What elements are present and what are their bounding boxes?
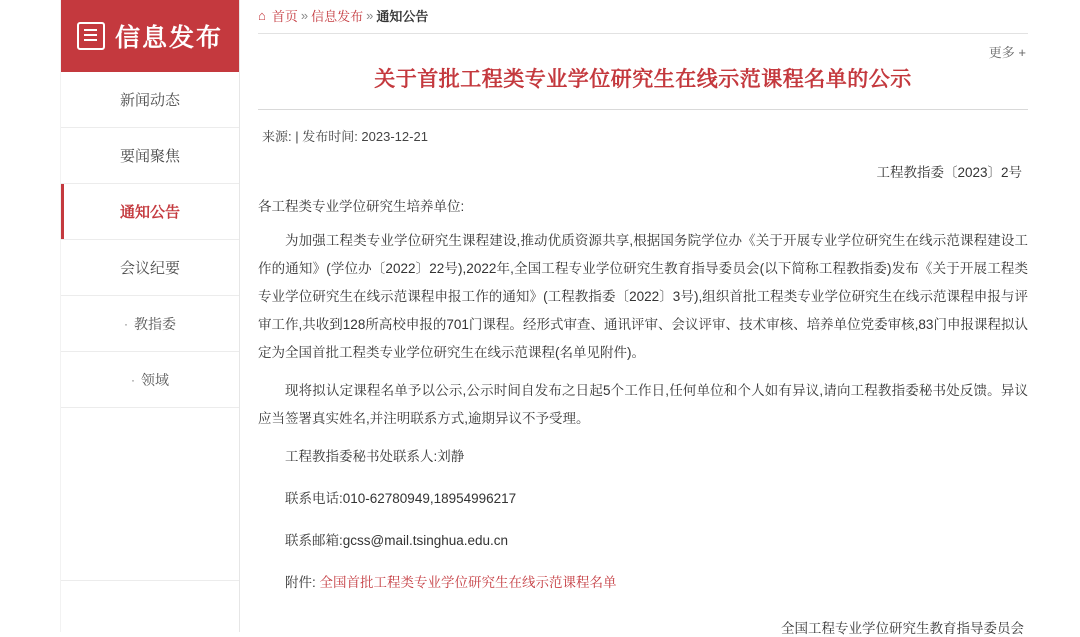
sidebar-item-label: 会议纪要 <box>119 260 180 277</box>
attachment-label: 附件: <box>285 575 316 590</box>
breadcrumb-current: 通知公告 <box>376 9 429 24</box>
sidebar-item-label: 教指委 <box>134 315 176 332</box>
list-document-icon <box>77 22 105 50</box>
sidebar-item-featured[interactable] <box>61 128 239 184</box>
breadcrumb-home-link[interactable]: 首页 <box>271 9 298 24</box>
more-link[interactable]: 更多 + <box>988 45 1026 60</box>
breadcrumb-separator: » <box>366 8 374 23</box>
sidebar-item-label: 领域 <box>141 371 169 388</box>
sidebar-item-announcements[interactable] <box>61 184 239 240</box>
contact-person: 工程教指委秘书处联系人:刘静 <box>285 449 465 464</box>
sidebar-brand-title: 信息发布 <box>114 24 223 52</box>
article-body <box>258 193 1028 597</box>
salutation: 各工程类专业学位研究生培养单位: <box>258 199 465 214</box>
sidebar-item-news[interactable] <box>61 72 239 128</box>
attachment-row <box>258 569 1028 597</box>
contact-phone: 联系电话:010-62780949,18954996217 <box>285 491 517 506</box>
document-number: 工程教指委〔2023〕2号 <box>876 165 1022 180</box>
sidebar <box>60 0 240 632</box>
main-content <box>240 0 1080 636</box>
sidebar-item-committee[interactable] <box>61 296 239 352</box>
sidebar-item-meeting-minutes[interactable] <box>61 240 239 296</box>
home-icon: ⌂ <box>258 8 266 23</box>
sidebar-item-fields[interactable] <box>61 352 239 408</box>
paragraph-1: 为加强工程类专业学位研究生课程建设,推动优质资源共享,根据国务院学位办《关于开展专业学位研究生在线示范课程建设工作的通知》(学位办〔2022〕22号),2022年,全国工程专业学位研究生教育指导委员会(以下简称工程教指委)发布《关于开展工程类专业学位研究生在线示范课程申报工作的通知》(工程教指委〔2022〕3号),组织首批工程类专业学位研究生在线示范课程申报与评审工作,共收到128所高校申报的701门课程。经形式审查、通讯评审、会议评审、技术审核、培养单位党委审核,83门申报课程拟认定为全国首批工程类专业学位研究生在线示范课程(名单见附件)。 <box>258 233 1028 360</box>
sidebar-item-label: 新闻动态 <box>119 92 180 109</box>
sidebar-item-label: 要闻聚焦 <box>119 148 180 165</box>
page-title: 关于首批工程类专业学位研究生在线示范课程名单的公示 <box>374 68 912 91</box>
sidebar-item-label: 通知公告 <box>119 204 180 221</box>
bullet-icon: · <box>131 372 135 387</box>
bullet-icon: · <box>124 316 128 331</box>
breadcrumb <box>258 0 1028 33</box>
signature: 全国工程专业学位研究生教育指导委员会 <box>781 621 1024 636</box>
article-meta: 来源: | 发布时间: 2023-12-21 <box>262 129 428 144</box>
breadcrumb-section-link[interactable]: 信息发布 <box>311 9 364 24</box>
paragraph-2: 现将拟认定课程名单予以公示,公示时间自发布之日起5个工作日,任何单位和个人如有异议,请向工程教指委秘书处反馈。异议应当签署真实姓名,并注明联系方式,逾期异议不予受理。 <box>258 383 1028 426</box>
contact-email: 联系邮箱:gcss@mail.tsinghua.edu.cn <box>285 533 509 548</box>
sidebar-header <box>61 0 239 72</box>
breadcrumb-separator: » <box>300 8 309 23</box>
sidebar-filler <box>61 408 239 581</box>
title-divider <box>258 109 1028 110</box>
attachment-link[interactable]: 全国首批工程类专业学位研究生在线示范课程名单 <box>319 575 617 590</box>
